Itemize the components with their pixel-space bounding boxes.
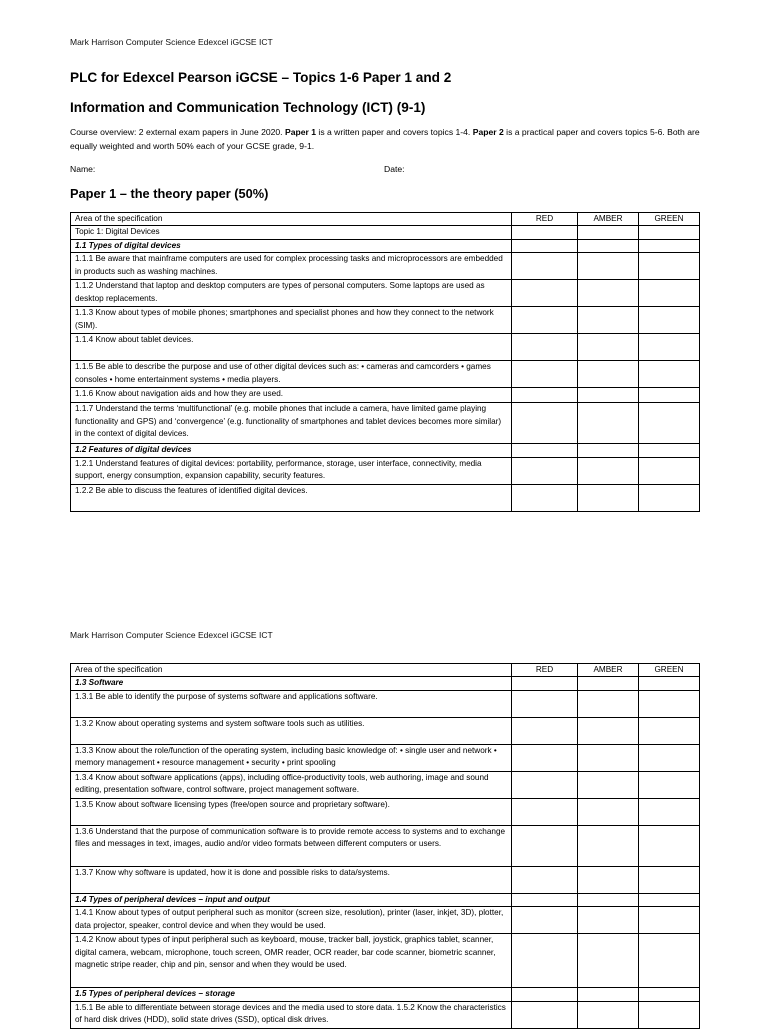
amber-rating-cell[interactable] [578,934,639,988]
red-rating-cell[interactable] [512,484,578,511]
amber-rating-cell[interactable] [578,677,639,690]
amber-rating-cell[interactable] [578,744,639,771]
table-row [71,934,700,988]
red-rating-cell[interactable] [512,334,578,361]
table-row [71,866,700,893]
spec-cell: 1.5.1 Be able to differentiate between storage devices and the media used to store data. 1.5.2 Know the characteristics of hard disk drives (HDD), solid state drives (SSD), optical disk drives. [71,1001,512,1028]
spec-cell: 1.3 Software [71,677,512,690]
green-rating-cell[interactable] [639,934,700,988]
spec-cell: 1.3.7 Know why software is updated, how it is done and possible risks to data/systems. [71,866,512,893]
green-rating-cell[interactable] [639,307,700,334]
amber-rating-cell[interactable] [578,825,639,866]
spec-cell: Topic 1: Digital Devices [71,226,512,239]
paper1-heading: Paper 1 – the theory paper (50%) [70,186,269,201]
spec-cell: 1.4.2 Know about types of input peripheral such as keyboard, mouse, tracker ball, joystick, graphics tablet, scanner, digital camera, webcam, microphone, touch screen, OMR reader, OCR reader, bar code scanner, biometric scanner, magnetic stripe reader, chip and pin, sensor and when they would be used. [71,934,512,988]
overview-text-1: Course overview: 2 external exam papers in June 2020. [70,127,285,137]
green-rating-cell[interactable] [639,457,700,484]
header-red: RED [512,213,578,226]
header-amber: AMBER [578,664,639,677]
red-rating-cell[interactable] [512,690,578,717]
table-row [71,717,700,744]
red-rating-cell[interactable] [512,866,578,893]
green-rating-cell[interactable] [639,744,700,771]
amber-rating-cell[interactable] [578,798,639,825]
running-header-page2: Mark Harrison Computer Science Edexcel iGCSE ICT [70,630,273,640]
table-row [71,690,700,717]
amber-rating-cell[interactable] [578,484,639,511]
red-rating-cell[interactable] [512,253,578,280]
amber-rating-cell[interactable] [578,866,639,893]
table-row [71,361,700,388]
overview-paper1: Paper 1 [284,127,317,137]
spec-cell: 1.1.1 Be aware that mainframe computers are used for complex processing tasks and microprocessors are embedded in products such as washing machines. [71,253,512,280]
amber-rating-cell[interactable] [578,307,639,334]
table-row [71,388,700,403]
red-rating-cell[interactable] [512,744,578,771]
section-row [71,893,700,906]
spec-cell: 1.1.4 Know about tablet devices. [71,334,512,361]
green-rating-cell[interactable] [639,907,700,934]
red-rating-cell[interactable] [512,457,578,484]
amber-rating-cell[interactable] [578,690,639,717]
table-row [71,484,700,511]
table-row [71,825,700,866]
table-row [71,1001,700,1028]
spec-cell: 1.1.2 Understand that laptop and desktop computers are types of personal computers. Some laptops are used as desktop replacements. [71,280,512,307]
overview-paper2: Paper 2 [472,127,504,137]
red-rating-cell[interactable] [512,798,578,825]
section-row [71,239,700,252]
red-rating-cell[interactable] [512,226,578,239]
green-rating-cell[interactable] [639,226,700,239]
table-row [71,307,700,334]
red-rating-cell[interactable] [512,1001,578,1028]
green-rating-cell[interactable] [639,893,700,906]
amber-rating-cell[interactable] [578,280,639,307]
green-rating-cell[interactable] [639,280,700,307]
spec-cell: 1.1 Types of digital devices [71,239,512,252]
amber-rating-cell[interactable] [578,457,639,484]
amber-rating-cell[interactable] [578,771,639,798]
amber-rating-cell[interactable] [578,988,639,1001]
spec-cell: 1.4 Types of peripheral devices – input and output [71,893,512,906]
table-header-row [71,664,700,677]
green-rating-cell[interactable] [639,484,700,511]
plc-table-page1 [70,212,700,512]
amber-rating-cell[interactable] [578,907,639,934]
amber-rating-cell[interactable] [578,334,639,361]
spec-cell: 1.1.5 Be able to describe the purpose and use of other digital devices such as: • cameras and camcorders • games consoles • home entertainment systems • media players. [71,361,512,388]
spec-cell: 1.1.3 Know about types of mobile phones; smartphones and specialist phones and how they connect to the network (SIM). [71,307,512,334]
amber-rating-cell[interactable] [578,403,639,444]
name-field-label: Name: [70,164,96,174]
header-area: Area of the specification [71,213,512,226]
spec-cell: 1.2.2 Be able to discuss the features of identified digital devices. [71,484,512,511]
green-rating-cell[interactable] [639,253,700,280]
spec-cell: 1.3.6 Understand that the purpose of communication software is to provide remote access to systems and to exchange files and messages in text, images, audio and/or video formats between different computers or users. [71,825,512,866]
header-area: Area of the specification [71,664,512,677]
table-row [71,403,700,444]
overview-text-3: is a practical paper and covers topics 5-6. Both are equally weighted and worth 50% each of your GCSE grade, 9-1. [70,127,700,151]
red-rating-cell[interactable] [512,677,578,690]
spec-cell: 1.3.5 Know about software licensing types (free/open source and proprietary software). [71,798,512,825]
red-rating-cell[interactable] [512,825,578,866]
red-rating-cell[interactable] [512,907,578,934]
amber-rating-cell[interactable] [578,239,639,252]
amber-rating-cell[interactable] [578,361,639,388]
amber-rating-cell[interactable] [578,717,639,744]
red-rating-cell[interactable] [512,988,578,1001]
amber-rating-cell[interactable] [578,444,639,457]
green-rating-cell[interactable] [639,403,700,444]
table-row [71,744,700,771]
green-rating-cell[interactable] [639,361,700,388]
table-row [71,280,700,307]
red-rating-cell[interactable] [512,771,578,798]
overview-text-2: is a written paper and covers topics 1-4. [316,127,473,137]
header-green: GREEN [639,664,700,677]
spec-cell: 1.1.6 Know about navigation aids and how they are used. [71,388,512,403]
document-subtitle: Information and Communication Technology (ICT) (9-1) [70,100,426,115]
red-rating-cell[interactable] [512,280,578,307]
red-rating-cell[interactable] [512,934,578,988]
table-row [71,457,700,484]
document-title: PLC for Edexcel Pearson iGCSE – Topics 1-6 Paper 1 and 2 [70,70,452,85]
table-row [71,907,700,934]
header-red: RED [512,664,578,677]
green-rating-cell[interactable] [639,825,700,866]
red-rating-cell[interactable] [512,403,578,444]
topic-row [71,226,700,239]
spec-cell: 1.3.4 Know about software applications (apps), including office-productivity tools, web authoring, image and sound editing, presentation software, control software, project management software. [71,771,512,798]
amber-rating-cell[interactable] [578,388,639,403]
green-rating-cell[interactable] [639,798,700,825]
spec-cell: 1.2.1 Understand features of digital devices: portability, performance, storage, user interface, connectivity, media support, energy consumption, expansion capability, security features. [71,457,512,484]
section-row [71,444,700,457]
green-rating-cell[interactable] [639,677,700,690]
table-row [71,253,700,280]
red-rating-cell[interactable] [512,307,578,334]
amber-rating-cell[interactable] [578,226,639,239]
course-overview [70,125,702,153]
table-row [71,771,700,798]
spec-cell: 1.5 Types of peripheral devices – storage [71,988,512,1001]
amber-rating-cell[interactable] [578,1001,639,1028]
green-rating-cell[interactable] [639,866,700,893]
running-header: Mark Harrison Computer Science Edexcel iGCSE ICT [70,37,273,47]
spec-cell: 1.1.7 Understand the terms ‘multifunctional’ (e.g. mobile phones that include a camera, have limited game playing functionality and GPS) and ‘convergence’ (e.g. functionality of smartphones and tablet devices becomes more similar) in the context of digital devices. [71,403,512,444]
spec-cell: 1.4.1 Know about types of output peripheral such as monitor (screen size, resolution), printer (laser, inkjet, 3D), plotter, data projector, speaker, control device and when they would be used. [71,907,512,934]
amber-rating-cell[interactable] [578,893,639,906]
green-rating-cell[interactable] [639,334,700,361]
header-amber: AMBER [578,213,639,226]
spec-cell: 1.2 Features of digital devices [71,444,512,457]
amber-rating-cell[interactable] [578,253,639,280]
red-rating-cell[interactable] [512,239,578,252]
date-field-label: Date: [384,164,405,174]
green-rating-cell[interactable] [639,717,700,744]
green-rating-cell[interactable] [639,988,700,1001]
red-rating-cell[interactable] [512,893,578,906]
red-rating-cell[interactable] [512,361,578,388]
green-rating-cell[interactable] [639,388,700,403]
red-rating-cell[interactable] [512,388,578,403]
table-header-row [71,213,700,226]
spec-cell: 1.3.1 Be able to identify the purpose of systems software and applications software. [71,690,512,717]
table-row [71,334,700,361]
header-green: GREEN [639,213,700,226]
green-rating-cell[interactable] [639,239,700,252]
green-rating-cell[interactable] [639,690,700,717]
spec-cell: 1.3.3 Know about the role/function of the operating system, including basic knowledge of: • single user and network • memory management • resource management • security • print spooling [71,744,512,771]
table-row [71,798,700,825]
green-rating-cell[interactable] [639,444,700,457]
green-rating-cell[interactable] [639,771,700,798]
section-row [71,677,700,690]
green-rating-cell[interactable] [639,1001,700,1028]
red-rating-cell[interactable] [512,717,578,744]
spec-cell: 1.3.2 Know about operating systems and system software tools such as utilities. [71,717,512,744]
section-row [71,988,700,1001]
red-rating-cell[interactable] [512,444,578,457]
plc-table-page2 [70,663,700,1029]
